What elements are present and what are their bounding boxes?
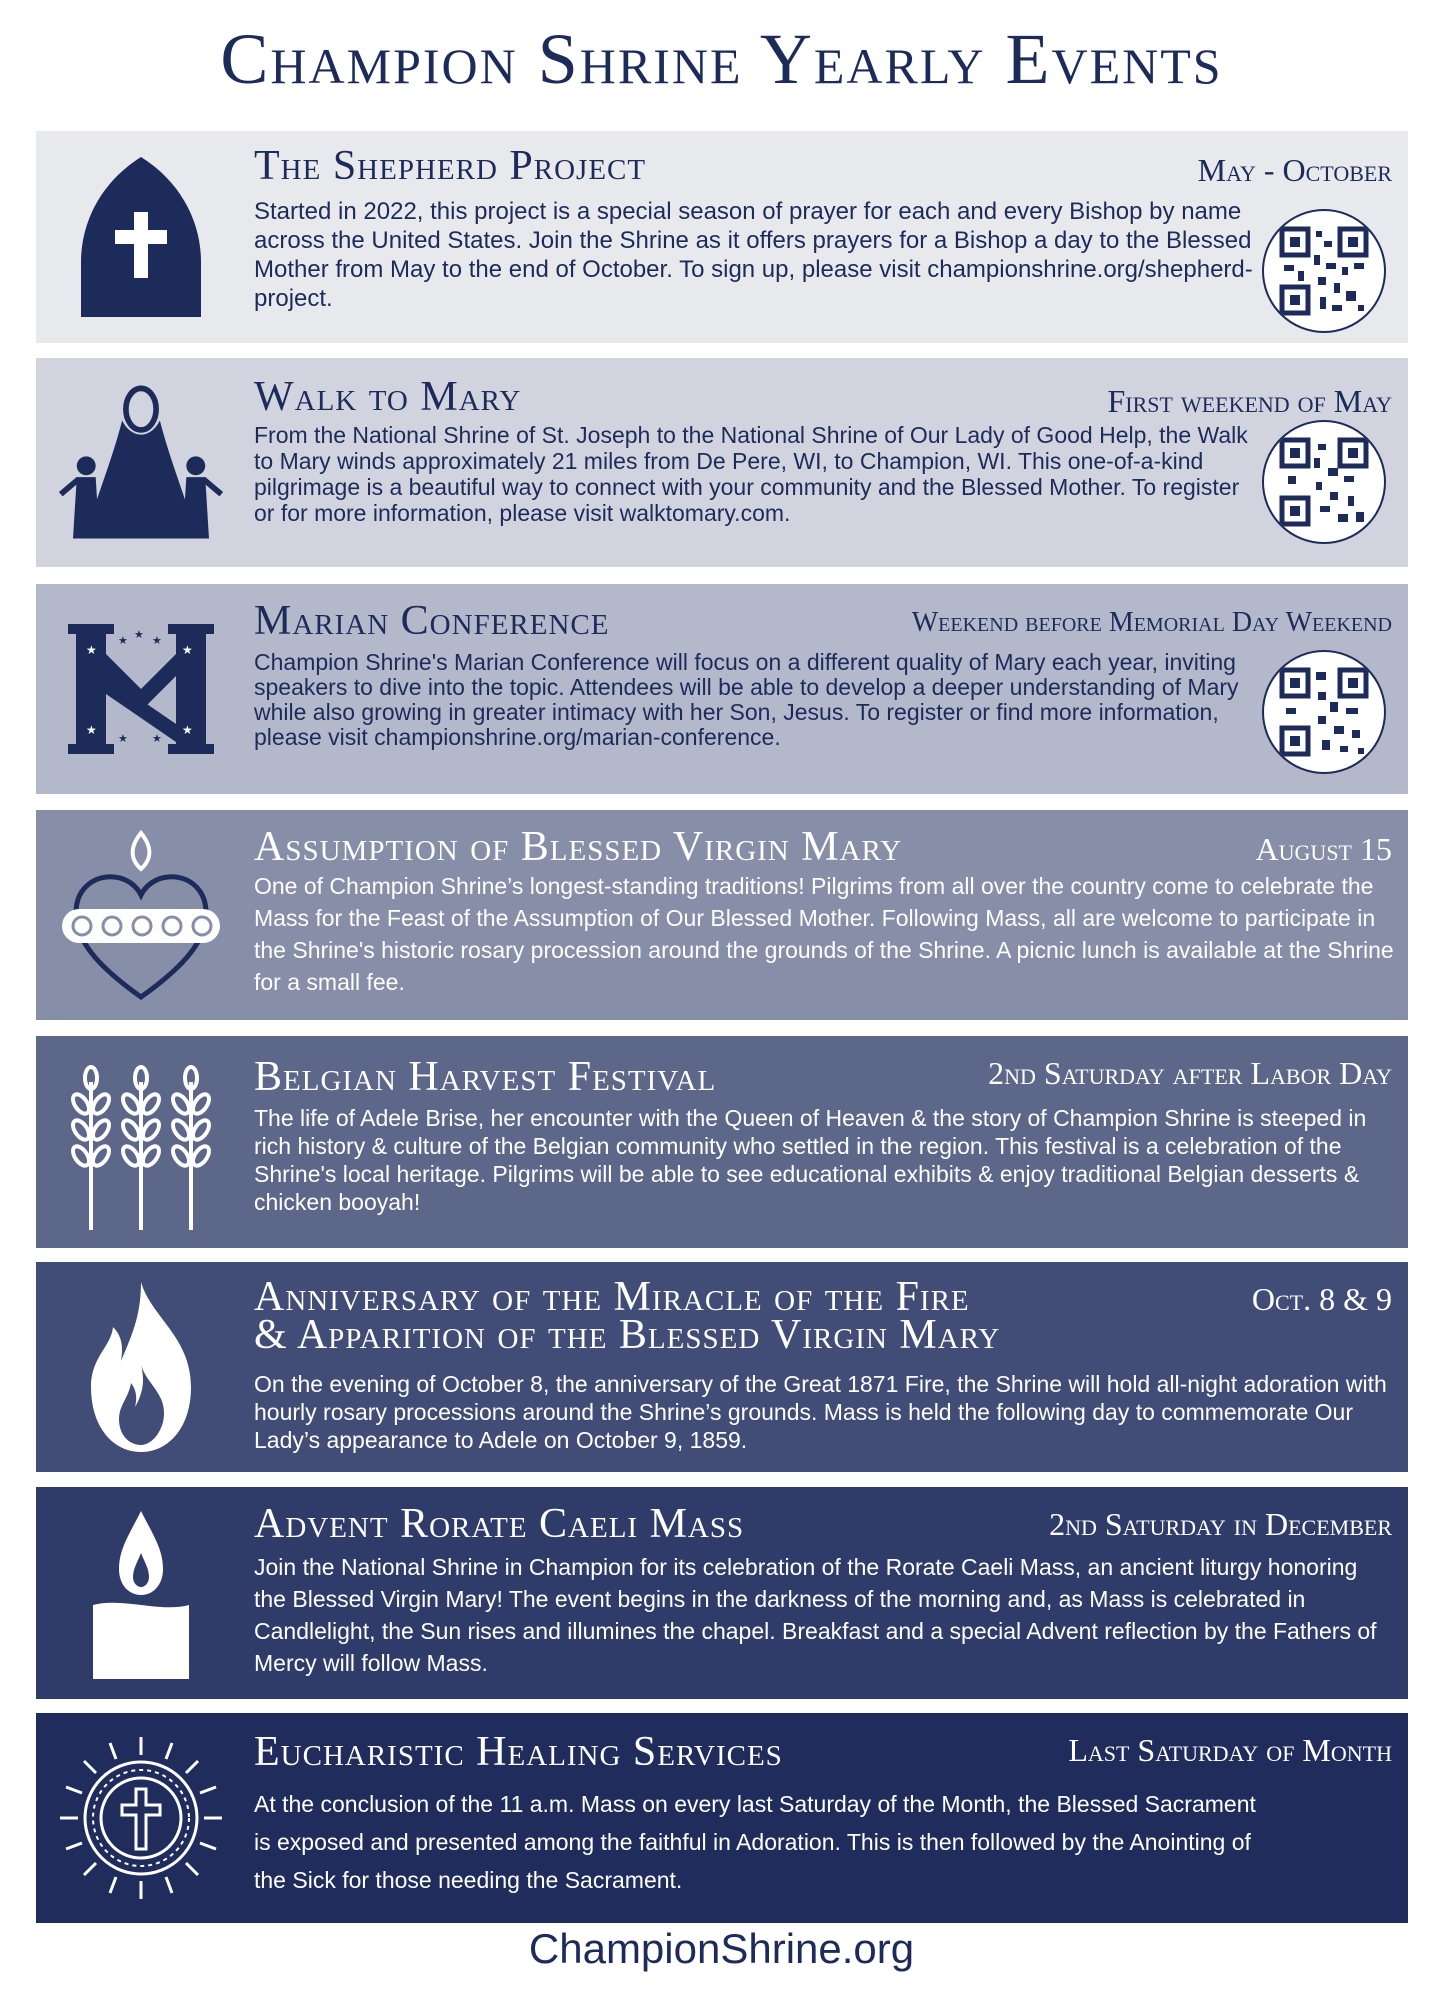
event-name: Advent Rorate Caeli Mass xyxy=(254,1501,745,1547)
monstrance-icon xyxy=(56,1733,226,1903)
event-date: First weekend of May xyxy=(1107,383,1392,419)
qr-code[interactable] xyxy=(1262,209,1386,333)
event-date: August 15 xyxy=(1255,831,1392,867)
event-date: May - October xyxy=(1197,152,1392,188)
event-assumption xyxy=(36,810,1408,1020)
event-name: Anniversary of the Miracle of the Fire xyxy=(254,1274,970,1320)
event-shepherd-project xyxy=(36,131,1408,343)
wheat-icon xyxy=(56,1057,226,1227)
event-date: 2nd Saturday after Labor Day xyxy=(988,1055,1392,1091)
event-date: Last Saturday of Month xyxy=(1068,1732,1392,1768)
qr-code[interactable] xyxy=(1262,420,1386,544)
event-rorate-caeli xyxy=(36,1487,1408,1699)
event-description: From the National Shrine of St. Joseph to the National Shrine of Our Lady of Good Help, the Walk to Mary winds approximately 21 miles from De Pere, WI, to Champion, WI. This one-of-a-kind pilgrimage is a beautiful way to connect with your community and the Blessed Mother. To register or for more information, please visit walktomary.com. xyxy=(254,422,1248,526)
svg-text:★: ★ xyxy=(152,732,162,745)
event-walk-to-mary xyxy=(36,358,1408,567)
event-marian-conference xyxy=(36,584,1408,794)
event-description: On the evening of October 8, the anniversary of the Great 1871 Fire, the Shrine will hold all-night adoration with hourly rosary processions around the Shrine’s grounds. Mass is held the following day to commemorate Our Lady’s appearance to Adele on October 9, 1859. xyxy=(254,1371,1387,1453)
event-name: Eucharistic Healing Services xyxy=(254,1729,783,1775)
svg-text:★: ★ xyxy=(86,643,97,657)
svg-text:★: ★ xyxy=(182,723,193,737)
event-description: One of Champion Shrine’s longest-standing traditions! Pilgrims from all over the country come to celebrate the Mass for the Feast of the Assumption of Our Blessed Mother. Following Mass, all are welcome to participate in the Shrine's historic rosary procession around the grounds of the Shrine. A picnic lunch is available at the Shrine for a small fee. xyxy=(254,873,1394,995)
page-title: Champion Shrine Yearly Events xyxy=(220,19,1223,99)
event-name: The Shepherd Project xyxy=(254,143,647,189)
event-description: Champion Shrine's Marian Conference will focus on a different quality of Mary each year, inviting speakers to dive into the topic. Attendees will be able to develop a deeper understanding of Mary while also growing in greater intimacy with her Son, Jesus. To register or find more information, please visit championshrine.org/marian-conference. xyxy=(254,649,1239,750)
svg-text:★: ★ xyxy=(118,732,128,745)
event-date: 2nd Saturday in December xyxy=(1049,1506,1392,1542)
qr-code[interactable] xyxy=(1262,650,1386,774)
event-name: Belgian Harvest Festival xyxy=(254,1054,717,1100)
event-name: Assumption of Blessed Virgin Mary xyxy=(254,824,903,870)
event-description: At the conclusion of the 11 a.m. Mass on every last Saturday of the Month, the Blessed Sacrament is exposed and presented among the faithful in Adoration. This is then followed by the Anointing of the Sick for those needing the Sacrament. xyxy=(254,1791,1256,1893)
event-belgian-harvest xyxy=(36,1036,1408,1248)
svg-text:★: ★ xyxy=(182,643,193,657)
event-name-line-2: & Apparition of the Blessed Virgin Mary xyxy=(254,1312,1001,1358)
svg-text:★: ★ xyxy=(134,628,144,641)
website-link[interactable]: ChampionShrine.org xyxy=(528,1925,915,1972)
event-description: The life of Adele Brise, her encounter with the Queen of Heaven & the story of Champion Shrine is steeped in rich history & culture of the Belgian community who settled in the region. This festival is a celebration of the Shrine's local heritage. Pilgrims will be able to see educational exhibits & enjoy traditional Belgian desserts & chicken booyah! xyxy=(254,1105,1367,1215)
candle-icon xyxy=(56,1508,226,1678)
svg-text:★: ★ xyxy=(118,634,128,647)
svg-text:★: ★ xyxy=(86,723,97,737)
event-name: Marian Conference xyxy=(254,598,610,644)
event-miracle-of-fire xyxy=(36,1262,1408,1472)
flame-icon xyxy=(56,1282,226,1452)
event-name: Walk to Mary xyxy=(254,374,522,420)
event-description: Join the National Shrine in Champion for its celebration of the Rorate Caeli Mass, an ancient liturgy honoring the Blessed Virgin Mary! The event begins in the darkness of the morning and, as Mass is celebrated in Candlelight, the Sun rises and illumines the chapel. Breakfast and a special Advent reflection by the Fathers of Mercy will follow Mass. xyxy=(254,1554,1377,1676)
event-date: Oct. 8 & 9 xyxy=(1251,1281,1392,1317)
event-description: Started in 2022, this project is a special season of prayer for each and every Bishop by name across the United States. Join the Shrine as it offers prayers for a Bishop a day to the Blessed Mother from May to the end of October. To sign up, please visit championshrine.org/shepherd-project. xyxy=(254,198,1253,312)
svg-text:★: ★ xyxy=(152,634,162,647)
event-date: Weekend before Memorial Day Weekend xyxy=(911,607,1392,638)
immaculate-heart-icon xyxy=(56,830,226,1000)
mary-with-children-icon xyxy=(56,378,226,548)
marian-monogram-icon xyxy=(56,604,226,774)
mitre-icon xyxy=(56,152,226,322)
event-eucharistic-healing xyxy=(36,1713,1408,1923)
